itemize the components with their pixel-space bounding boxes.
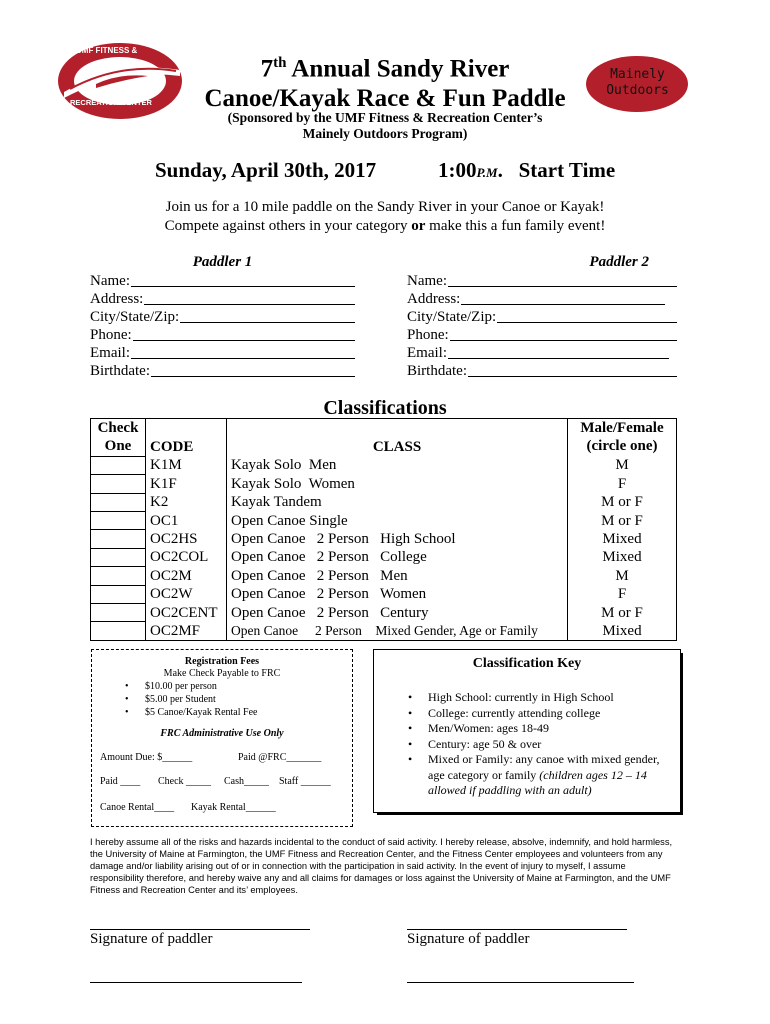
key-list	[400, 690, 675, 799]
paddler1-birthdate-field[interactable]	[90, 362, 355, 380]
paddler1-heading: Paddler 1	[192, 254, 253, 270]
fees-payable: Make Check Payable to FRC	[163, 668, 281, 679]
table-row	[91, 493, 677, 511]
field-label: Name:	[407, 273, 447, 289]
list-item: • Century: age 50 & over	[400, 737, 675, 753]
blank-line[interactable]	[144, 290, 355, 305]
paddler1-city-field[interactable]	[90, 308, 355, 326]
blank-line[interactable]	[497, 308, 677, 323]
logo-right-line2: Outdoors	[606, 83, 669, 98]
classifications-title: Classifications	[323, 397, 447, 419]
blank-line[interactable]	[468, 362, 677, 377]
cash-field[interactable]: Cash_____	[224, 776, 269, 787]
list-item: • $5 Canoe/Kayak Rental Fee	[117, 706, 257, 719]
code-cell: OC2M	[146, 567, 227, 585]
check-one-header	[91, 419, 146, 457]
intro-line1: Join us for a 10 mile paddle on the Sandy River in your Canoe or Kayak!	[165, 199, 605, 215]
table-row	[91, 567, 677, 585]
field-label: Birthdate:	[90, 363, 150, 379]
field-label: City/State/Zip:	[90, 309, 180, 325]
field-label: Phone:	[407, 327, 449, 343]
list-item: • Men/Women: ages 18-49	[400, 721, 675, 737]
blank-line[interactable]	[450, 326, 677, 341]
list-item: • College: currently attending college	[400, 706, 675, 722]
table-row	[91, 530, 677, 548]
paddler2-city-field[interactable]	[407, 308, 677, 326]
code-header: CODE	[146, 419, 227, 457]
class-cell: Open Canoe Single	[227, 512, 568, 530]
header-text: Male/Female	[580, 420, 664, 436]
mf-cell[interactable]: M or F	[568, 512, 677, 530]
blank-line[interactable]	[131, 344, 355, 359]
title-line1: Annual Sandy River	[286, 55, 510, 83]
field-label: Email:	[90, 345, 130, 361]
liability-waiver: I hereby assume all of the risks and hazards incidental to the conduct of said activity. I hereby release, absolve, indemnify, and hold harmless, the University of Maine at Farmington, the UMF Fitness and Recreation Center, and the Fitness Center employees and volunteers from any damage and/or liability arising out of or in connection with the participation in said activity. In the event of injury to myself, I assume responsibility therefore, and hereby waive any and all claims for damages or loss against the University of Maine at Farmington, and the UMF Fitness and Recreation Center and its’ employees.	[90, 837, 673, 895]
time-num: 1:00	[438, 158, 477, 182]
sponsor-note	[180, 110, 590, 142]
class-cell: Kayak Solo Women	[227, 475, 568, 493]
time-rest: . Start Time	[497, 158, 616, 182]
mf-cell[interactable]: M or F	[568, 604, 677, 622]
paddler1-address-field[interactable]	[90, 290, 355, 308]
paddler1-name-field[interactable]	[90, 272, 355, 290]
admin-title: FRC Administrative Use Only	[160, 728, 284, 739]
intro-line2a: Compete against others in your category	[164, 218, 412, 234]
event-time	[438, 158, 615, 183]
table-row	[91, 585, 677, 603]
mf-cell[interactable]: Mixed	[568, 548, 677, 566]
blank-line[interactable]	[151, 362, 355, 377]
signature-line-right[interactable]	[407, 929, 627, 930]
logo-right-line1: Mainely	[610, 67, 665, 82]
code-cell: K2	[146, 493, 227, 511]
mf-cell[interactable]: Mixed	[568, 530, 677, 548]
intro-line2c: make this a fun family event!	[425, 218, 606, 234]
paddler2-name-field[interactable]	[407, 272, 677, 290]
code-cell: OC2W	[146, 585, 227, 603]
class-cell: Open Canoe 2 Person Men	[227, 567, 568, 585]
registration-fees-box	[91, 649, 353, 827]
check-field[interactable]: Check _____	[158, 776, 212, 787]
umf-fitness-logo	[56, 40, 184, 122]
code-cell: K1M	[146, 456, 227, 474]
sponsor-line2: Mainely Outdoors Program)	[302, 126, 468, 141]
check-box-cell[interactable]	[91, 622, 146, 641]
paddler2-birthdate-field[interactable]	[407, 362, 677, 380]
check-box-cell[interactable]	[91, 475, 146, 493]
event-date: Sunday, April 30th, 2017	[155, 158, 377, 182]
page-title	[180, 48, 590, 114]
header-text: One	[104, 438, 132, 455]
intro-line2b: or	[411, 218, 426, 234]
class-cell: Open Canoe 2 Person Mixed Gender, Age or Family	[227, 622, 568, 641]
code-cell: OC2HS	[146, 530, 227, 548]
mf-cell[interactable]: F	[568, 585, 677, 603]
code-cell: OC2COL	[146, 548, 227, 566]
check-box-cell[interactable]	[91, 493, 146, 511]
mainely-outdoors-logo	[585, 55, 690, 113]
table-row	[91, 604, 677, 622]
blank-line[interactable]	[448, 344, 669, 359]
check-box-cell[interactable]	[91, 567, 146, 585]
class-cell: Kayak Solo Men	[227, 456, 568, 474]
paid-frc[interactable]: Paid @FRC_______	[238, 752, 322, 763]
table-header-row	[91, 419, 677, 457]
date-line-right[interactable]	[407, 982, 634, 983]
fees-list	[117, 680, 257, 719]
list-item: • High School: currently in High School	[400, 690, 675, 706]
field-label: Address:	[407, 291, 461, 307]
amount-due[interactable]: Amount Due: $______	[100, 752, 193, 763]
table-row	[91, 548, 677, 566]
check-box-cell[interactable]	[91, 548, 146, 566]
table-row	[91, 622, 677, 641]
paddler2-heading: Paddler 2	[589, 254, 649, 270]
fees-title: Registration Fees	[184, 656, 260, 667]
key-mixed-text: Mixed or Family: any canoe with mixed gender, age category or family	[428, 752, 660, 782]
classification-key-box	[373, 649, 681, 813]
paddler1-phone-field[interactable]	[90, 326, 355, 344]
check-box-cell[interactable]	[91, 604, 146, 622]
code-cell: OC2MF	[146, 622, 227, 641]
paddler2-address-field[interactable]	[407, 290, 677, 308]
class-cell: Open Canoe 2 Person Century	[227, 604, 568, 622]
header-text: (circle one)	[586, 438, 658, 455]
signature-line-left[interactable]	[90, 929, 310, 930]
class-cell: Open Canoe 2 Person High School	[227, 530, 568, 548]
mf-cell[interactable]: Mixed	[568, 622, 677, 641]
staff-field[interactable]: Staff ______	[279, 776, 331, 787]
classifications-table	[90, 418, 677, 641]
paddler2-email-field[interactable]	[407, 344, 677, 362]
key-mixed-note: (children ages 12 – 14 allowed if paddling with an adult)	[428, 767, 647, 797]
paid-field[interactable]: Paid ____	[100, 776, 141, 787]
blank-line[interactable]	[131, 272, 355, 287]
kayak-rental-field[interactable]: Kayak Rental______	[191, 802, 276, 813]
signature-label-right: Signature of paddler	[407, 931, 530, 947]
class-cell: Kayak Tandem	[227, 493, 568, 511]
mf-cell[interactable]: F	[568, 475, 677, 493]
field-label: Name:	[90, 273, 130, 289]
logo-text-top: UMF FITNESS &	[76, 46, 138, 55]
class-cell: Open Canoe 2 Person College	[227, 548, 568, 566]
mf-cell[interactable]: M or F	[568, 493, 677, 511]
blank-line[interactable]	[133, 326, 355, 341]
title-line2: Canoe/Kayak Race & Fun Paddle	[204, 85, 566, 113]
blank-line[interactable]	[461, 290, 665, 305]
mf-header	[568, 419, 677, 457]
canoe-rental-field[interactable]: Canoe Rental____	[100, 802, 175, 813]
date-line-left[interactable]	[90, 982, 302, 983]
intro-text	[100, 198, 670, 236]
paddler2-section	[407, 253, 677, 380]
code-cell: K1F	[146, 475, 227, 493]
field-label: City/State/Zip:	[407, 309, 497, 325]
list-item	[400, 752, 675, 799]
check-box-cell[interactable]	[91, 512, 146, 530]
mf-cell[interactable]: M	[568, 456, 677, 474]
check-box-cell[interactable]	[91, 530, 146, 548]
table-row	[91, 475, 677, 493]
title-ordinal: 7	[260, 55, 274, 83]
paddler1-section	[90, 253, 355, 380]
field-label: Birthdate:	[407, 363, 467, 379]
class-cell: Open Canoe 2 Person Women	[227, 585, 568, 603]
header-text: Check	[97, 420, 139, 436]
check-box-cell[interactable]	[91, 585, 146, 603]
mf-cell[interactable]: M	[568, 567, 677, 585]
paddler2-phone-field[interactable]	[407, 326, 677, 344]
blank-line[interactable]	[180, 308, 355, 323]
time-ampm: P.M	[476, 165, 498, 180]
key-title: Classification Key	[472, 656, 582, 671]
class-header: CLASS	[227, 419, 568, 457]
blank-line[interactable]	[448, 272, 677, 287]
sponsor-line1: (Sponsored by the UMF Fitness & Recreation Center’s	[227, 110, 543, 125]
field-label: Email:	[407, 345, 447, 361]
list-item: • $5.00 per Student	[117, 693, 257, 706]
table-row	[91, 512, 677, 530]
check-box-cell[interactable]	[91, 456, 146, 474]
title-sup: th	[273, 55, 287, 71]
logo-text-bottom: RECREATION CENTER	[70, 98, 152, 107]
code-cell: OC2CENT	[146, 604, 227, 622]
field-label: Address:	[90, 291, 144, 307]
list-item: • $10.00 per person	[117, 680, 257, 693]
signature-label-left: Signature of paddler	[90, 931, 213, 947]
field-label: Phone:	[90, 327, 132, 343]
paddler1-email-field[interactable]	[90, 344, 355, 362]
code-cell: OC1	[146, 512, 227, 530]
table-row	[91, 456, 677, 474]
